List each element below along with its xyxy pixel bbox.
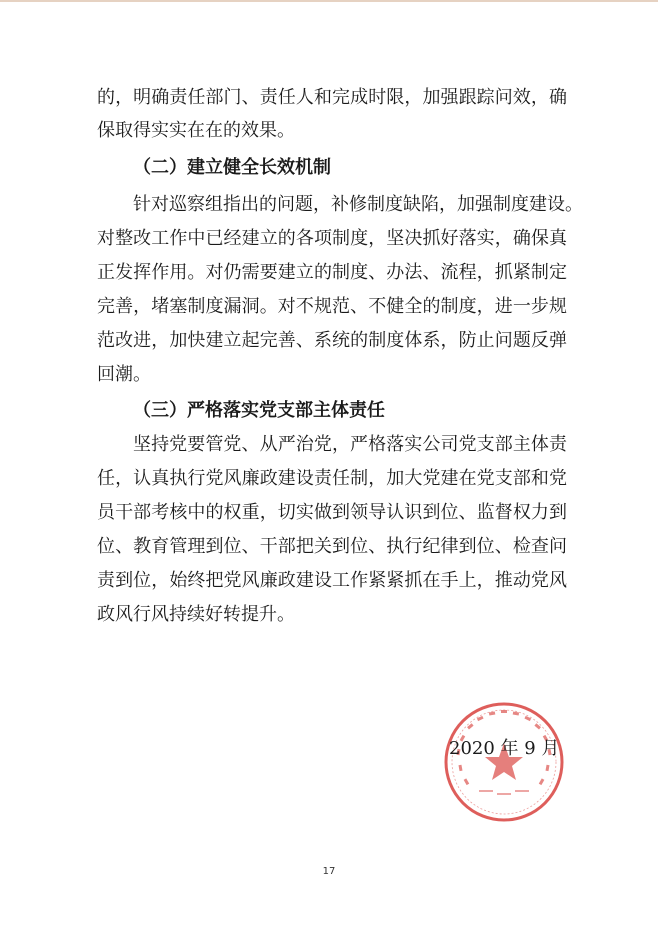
official-seal-stamp	[437, 695, 571, 829]
paragraph-line: 员干部考核中的权重，切实做到领导认识到位、监督权力到	[97, 502, 567, 523]
paragraph-line: 责到位，始终把党风廉政建设工作紧紧抓在手上，推动党风	[97, 570, 567, 591]
section-heading: （三）严格落实党支部主体责任	[133, 400, 385, 421]
paragraph-line: 保取得实实在在的效果。	[97, 120, 295, 141]
section-heading: （二）建立健全长效机制	[133, 157, 331, 178]
signature-date: 2020 年 9 月	[449, 738, 560, 759]
paragraph-line: 坚持党要管党、从严治党，严格落实公司党支部主体责	[133, 434, 567, 455]
paragraph-line: 的，明确责任部门、责任人和完成时限，加强跟踪问效，确	[97, 87, 567, 108]
paragraph-line: 针对巡察组指出的问题，补修制度缺陷，加强制度建设。	[133, 194, 583, 215]
paragraph-line: 完善，堵塞制度漏洞。对不规范、不健全的制度，进一步规	[97, 296, 567, 317]
paragraph-line: 范改进，加快建立起完善、系统的制度体系，防止问题反弹	[97, 330, 567, 351]
page-number: 17	[322, 866, 336, 877]
paragraph-line: 任，认真执行党风廉政建设责任制，加大党建在党支部和党	[97, 468, 567, 489]
paragraph-line: 回潮。	[97, 364, 151, 385]
paragraph-line: 政风行风持续好转提升。	[97, 604, 295, 625]
paragraph-line: 对整改工作中已经建立的各项制度，坚决抓好落实，确保真	[97, 228, 567, 249]
paragraph-line: 位、教育管理到位、干部把关到位、执行纪律到位、检查问	[97, 536, 567, 557]
paragraph-line: 正发挥作用。对仍需要建立的制度、办法、流程，抓紧制定	[97, 262, 567, 283]
